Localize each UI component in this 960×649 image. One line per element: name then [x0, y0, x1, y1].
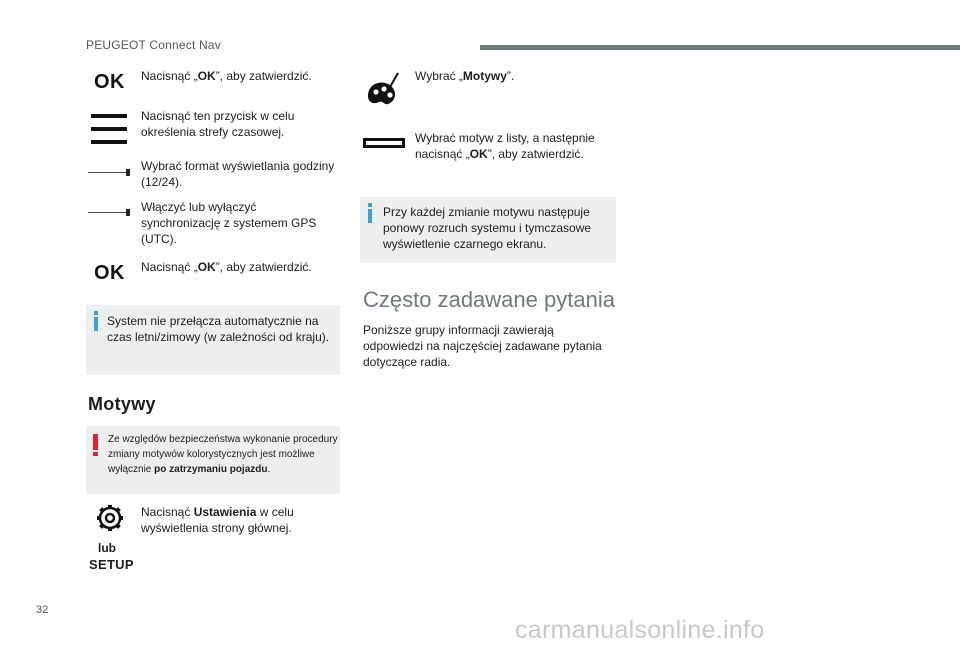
warning-note-text — [108, 432, 338, 477]
step-bold: OK — [469, 147, 488, 161]
step-text: Wybrać „ — [415, 69, 463, 83]
step-text: Nacisnąć — [141, 505, 194, 519]
info-icon — [94, 311, 98, 331]
info-icon — [368, 203, 372, 223]
step-bold: Motywy — [462, 69, 507, 83]
faq-text: Poniższe grupy informacji zawierają odpowiedzi na najczęściej zadawane pytania dotyczące radia. — [363, 323, 602, 369]
page-number: 32 — [36, 604, 49, 616]
step-text: Nacisnąć „ — [141, 260, 198, 274]
slider-icon — [88, 209, 130, 217]
or-label: lub — [98, 541, 116, 555]
step-text: ”, aby zatwierdzić. — [215, 69, 312, 83]
step-bold: Ustawienia — [193, 505, 257, 519]
step-choose-theme-list — [415, 130, 615, 162]
step-ok-confirm — [141, 68, 346, 84]
step-bold: OK — [197, 69, 216, 83]
info-note — [86, 305, 340, 375]
faq-title: Często zadawane pytania — [363, 287, 615, 312]
section-title-motywy: Motywy — [88, 394, 156, 414]
settings-gear-icon — [96, 504, 124, 532]
step-ok-confirm — [141, 259, 346, 275]
info-note — [360, 197, 616, 263]
header-bar — [480, 45, 960, 50]
warning-icon — [93, 434, 98, 456]
setup-button-label: SETUP — [89, 557, 134, 572]
info-note-text: Przy każdej zmianie motywu następuje ponowy rozruch systemu i tymczasowe wyświetlenie czarnego ekranu. — [383, 205, 592, 251]
step-gps-sync: Włączyć lub wyłączyć synchronizację z systemem GPS (UTC). — [141, 200, 317, 246]
warning-text: Ze względów bezpieczeństwa wykonanie procedury zmiany motywów kolorystycznych jest możliwe wyłącznie — [108, 434, 338, 475]
warning-text: . — [267, 464, 271, 475]
info-note-text: System nie przełącza automatycznie na czas letni/zimowy (w zależności od kraju). — [107, 314, 330, 344]
step-text: Wybrać motyw z listy, a następnie nacisnąć „ — [415, 131, 595, 161]
step-text: ”. — [506, 69, 515, 83]
step-choose-themes — [415, 68, 615, 84]
step-time-format: Wybrać format wyświetlania godziny (12/24). — [141, 159, 335, 189]
ok-icon: OK — [94, 262, 125, 284]
list-item-icon — [363, 138, 405, 148]
step-settings — [141, 504, 321, 536]
step-text: Nacisnąć „ — [141, 69, 198, 83]
palette-icon — [364, 70, 404, 110]
step-text: ”, aby zatwierdzić. — [487, 147, 584, 161]
header-title: PEUGEOT Connect Nav — [86, 38, 221, 52]
warning-bold: po zatrzymaniu pojazdu — [154, 464, 268, 475]
menu-icon — [91, 112, 127, 146]
warning-note — [86, 426, 340, 494]
slider-icon — [88, 169, 130, 177]
watermark: carmanualsonline.info — [515, 616, 765, 644]
step-timezone: Nacisnąć ten przycisk w celu określenia strefy czasowej. — [141, 109, 295, 139]
ok-icon: OK — [94, 71, 125, 93]
step-bold: OK — [197, 260, 216, 274]
step-text: w celu wyświetlenia strony głównej. — [141, 505, 294, 535]
step-text: ”, aby zatwierdzić. — [215, 260, 312, 274]
